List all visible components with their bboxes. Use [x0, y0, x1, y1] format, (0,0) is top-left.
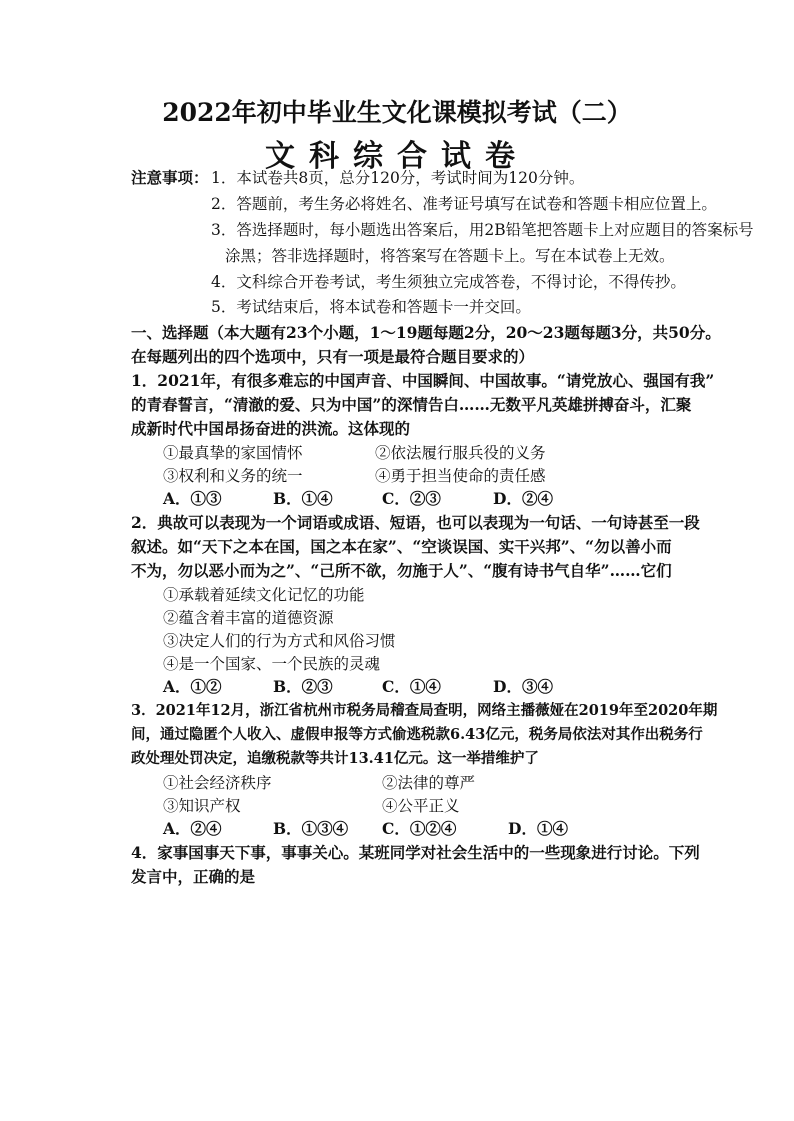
subject-title: 文科综合试卷: [265, 139, 529, 174]
question-3-stem: 间，通过隐匿个人收入、虚假申报等方式偷逃税款6.43亿元，税务局依法对其作出税务行: [131, 726, 703, 743]
question-1-option: ④勇于担当使命的责任感: [375, 467, 546, 485]
question-2-stem: 2．典故可以表现为一个词语或成语、短语，也可以表现为一句话、一句诗甚至一段: [131, 513, 700, 532]
note-item: 1．本试卷共8页，总分120分，考试时间为120分钟。: [211, 169, 585, 187]
exam-title: 2022年初中毕业生文化课模拟考试（二）: [162, 98, 632, 127]
question-3-option: ①社会经济秩序: [163, 774, 272, 792]
question-2-stem: 不为，勿以恶小而为之”、“己所不欲，勿施于人”、“腹有诗书气自华”……它们: [131, 561, 672, 580]
section-heading: 在每题列出的四个选项中，只有一项是最符合题目要求的）: [131, 347, 535, 366]
question-1-stem: 1．2021年，有很多难忘的中国声音、中国瞬间、中国故事。“请党放心、强国有我”: [131, 371, 715, 390]
note-item: 3．答选择题时，每小题选出答案后，用2B铅笔把答题卡上对应题目的答案标号: [211, 221, 754, 239]
question-1-choice-a: A．①③: [163, 489, 222, 508]
question-1-option: ③权利和义务的统一: [163, 467, 303, 485]
question-1-stem: 的青春誓言，“清澈的爱、只为中国”的深情告白……无数平凡英雄拼搏奋斗，汇聚: [131, 395, 692, 414]
question-4-stem: 发言中，正确的是: [131, 867, 256, 886]
question-1-choice-b: B．①④: [273, 489, 333, 508]
question-4-stem: 4．家事国事天下事，事事关心。某班同学对社会生活中的一些现象进行讨论。下列: [131, 843, 700, 862]
question-1-stem: 成新时代中国昂扬奋进的洪流。这体现的: [131, 419, 411, 438]
question-3-choice-a: A．②④: [163, 819, 222, 838]
note-item: 涂黑；答非选择题时，将答案写在答题卡上。写在本试卷上无效。: [225, 247, 675, 265]
question-2-option: ①承载着延续文化记忆的功能: [163, 586, 365, 604]
question-2-option: ③决定人们的行为方式和风俗习惯: [163, 632, 396, 650]
question-2-option: ②蕴含着丰富的道德资源: [163, 609, 334, 627]
question-3-stem: 3．2021年12月，浙江省杭州市税务局稽查局查明，网络主播薇娅在2019年至2020年期: [131, 702, 718, 719]
question-3-option: ③知识产权: [163, 797, 241, 815]
question-3-option: ④公平正义: [382, 797, 460, 815]
question-1-option: ②依法履行服兵役的义务: [375, 444, 546, 462]
question-3-choice-b: B．①③④: [273, 819, 349, 838]
note-item: 2．答题前，考生务必将姓名、准考证号填写在试卷和答题卡相应位置上。: [211, 195, 717, 213]
question-2-choice-b: B．②③: [273, 677, 333, 696]
section-heading: 一、选择题（本大题有23个小题，1～19题每题2分，20～23题每题3分，共50分。: [131, 323, 721, 342]
question-1-choice-d: D．②④: [493, 489, 553, 508]
question-1-option: ①最真挚的家国情怀: [163, 444, 303, 462]
question-2-option: ④是一个国家、一个民族的灵魂: [163, 655, 381, 673]
question-3-stem: 政处理处罚决定，追缴税款等共计13.41亿元。这一举措维护了: [131, 750, 539, 767]
question-3-option: ②法律的尊严: [382, 774, 476, 792]
question-3-choice-c: C．①②④: [382, 819, 457, 838]
question-2-stem: 叙述。如“天下之本在国，国之本在家”、“空谈误国、实干兴邦”、“勿以善小而: [131, 537, 672, 556]
question-3-choice-d: D．①④: [508, 819, 568, 838]
question-1-choice-c: C．②③: [382, 489, 441, 508]
notes-label: 注意事项：: [131, 168, 209, 187]
question-2-choice-c: C．①④: [382, 677, 441, 696]
question-2-choice-d: D．③④: [493, 677, 553, 696]
question-2-choice-a: A．①②: [163, 677, 222, 696]
note-item: 4．文科综合开卷考试，考生须独立完成答卷，不得讨论，不得传抄。: [211, 273, 686, 291]
note-item: 5．考试结束后，将本试卷和答题卡一并交回。: [211, 298, 531, 316]
